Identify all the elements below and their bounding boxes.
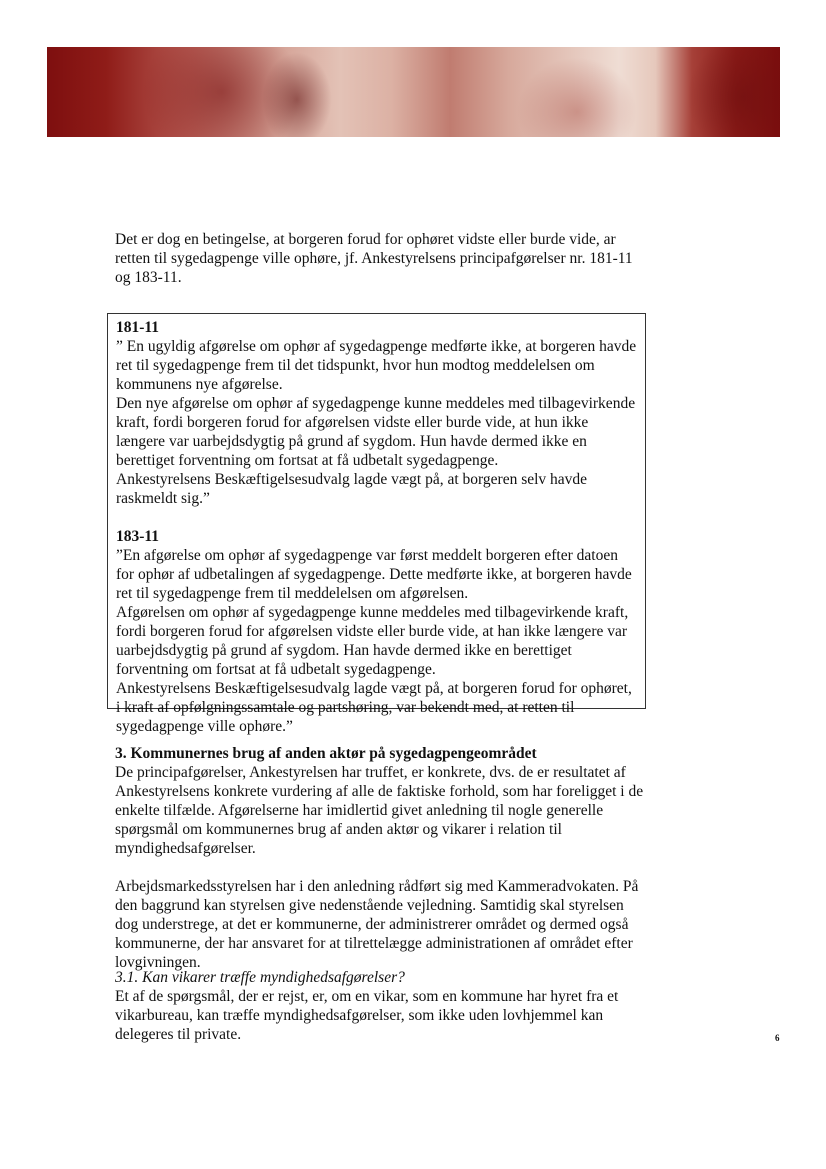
- spacer: [116, 508, 637, 527]
- case-box: [107, 313, 646, 735]
- case-183-title: 183-11: [116, 528, 160, 545]
- case-183-text-3: Ankestyrelsens Beskæftigelsesudvalg lagde vægt på, at borgeren forud for ophøret, i kraft af opfølgningssamtale og partshøring, var bekendt med, at retten til sygedagpenge ville ophøre.”: [116, 680, 632, 735]
- case-181-text-3: Ankestyrelsens Beskæftigelsesudvalg lagde vægt på, at borgeren selv havde raskmeldt sig.”: [116, 471, 588, 507]
- page-number: 6: [775, 1033, 780, 1043]
- section-3-paragraph-2: Arbejdsmarkedsstyrelsen har i den anledning rådført sig med Kammeradvokaten. På den baggrund kan styrelsen give nedenstående vejledning. Samtidig skal styrelsen dog understrege, at det er kommunerne, der administrerer området og dermed også kommunerne, der har ansvaret for at tilrettelægge administrationen af området efter lovgivningen.: [115, 878, 639, 971]
- section-3-1: [115, 968, 645, 1044]
- intro-text: Det er dog en betingelse, at borgeren forud for ophøret vidste eller burde vide, ar retten til sygedagpenge ville ophøre, jf. Ankestyrelsens principafgørelser nr. 181-11 og 183-11.: [115, 231, 633, 286]
- spacer: [115, 858, 645, 877]
- case-181-title: 181-11: [116, 319, 160, 336]
- case-183-text-1: ”En afgørelse om ophør af sygedagpenge var først meddelt borgeren efter datoen for ophør af udbetalingen af sygedagpenge. Dette medførte ikke, at borgeren havde ret til sygedagpenge frem til meddelelsen om afgørelsen.: [116, 547, 632, 602]
- section-3-paragraph-1: De principafgørelser, Ankestyrelsen har truffet, er konkrete, dvs. de er resultatet af Ankestyrelsens konkrete vurdering af alle de faktiske forhold, som har foreligget i de enkelte tilfælde. Afgørelserne har imidlertid givet anledning til nogle generelle spørgsmål om kommunernes brug af anden aktør og vikarer i relation til myndighedsafgørelser.: [115, 764, 644, 857]
- case-181-text-1: ” En ugyldig afgørelse om ophør af sygedagpenge medførte ikke, at borgeren havde ret til sygedagpenge frem til det tidspunkt, hvor hun modtog meddelelsen om kommunens nye afgørelse.: [116, 338, 637, 393]
- section-3: [115, 744, 645, 972]
- section-3-heading: 3. Kommunernes brug af anden aktør på sygedagpengeområdet: [115, 745, 537, 762]
- header-banner-photo: [47, 47, 780, 137]
- case-181-text-2: Den nye afgørelse om ophør af sygedagpenge kunne meddeles med tilbagevirkende kraft, fordi borgeren forud for afgørelsen vidste eller burde vide, at hun ikke længere var uarbejdsdygtig på grund af sygdom. Hun havde dermed ikke en berettiget forventning om fortsat at få udbetalt sygedagpenge.: [116, 395, 636, 469]
- case-183-text-2: Afgørelsen om ophør af sygedagpenge kunne meddeles med tilbagevirkende kraft, fordi borgeren forud for afgørelsen vidste eller burde vide, at han ikke længere var uarbejdsdygtig på grund af sygdom. Han havde dermed ikke en berettiget forventning om fortsat at få udbetalt sygedagpenge.: [116, 604, 629, 678]
- intro-paragraph: [115, 230, 645, 287]
- section-3-1-paragraph: Et af de spørgsmål, der er rejst, er, om en vikar, som en kommune har hyret fra et vikarbureau, kan træffe myndighedsafgørelser, som ikke uden lovhjemmel kan delegeres til private.: [115, 988, 619, 1043]
- section-3-1-heading: 3.1. Kan vikarer træffe myndighedsafgørelser?: [115, 969, 405, 986]
